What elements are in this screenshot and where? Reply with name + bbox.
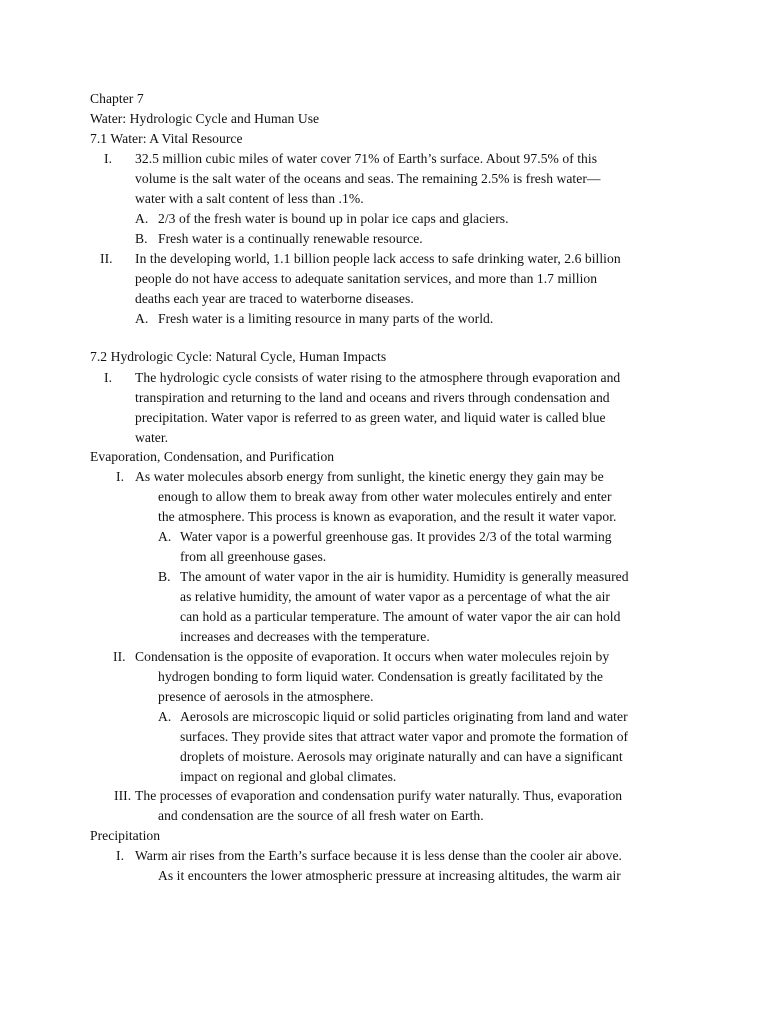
sublist-item-text: from all greenhouse gases.: [180, 549, 327, 564]
subsection-heading-evaporation: Evaporation, Condensation, and Purification: [90, 449, 335, 464]
sublist-marker: B.: [158, 569, 171, 584]
list-marker: II.: [100, 251, 113, 266]
list-item-text: As water molecules absorb energy from sunlight, the kinetic energy they gain may be: [135, 469, 604, 484]
list-item-text: As it encounters the lower atmospheric pressure at increasing altitudes, the warm air: [158, 868, 621, 883]
sublist-marker: A.: [158, 529, 172, 544]
section-heading-7-1: 7.1 Water: A Vital Resource: [90, 131, 243, 146]
sublist-item-text: Water vapor is a powerful greenhouse gas. It provides 2/3 of the total warming: [180, 529, 612, 544]
subsection-heading-precipitation: Precipitation: [90, 828, 161, 843]
chapter-number: Chapter 7: [90, 91, 144, 106]
list-marker: I.: [104, 151, 113, 166]
sublist-item-text: as relative humidity, the amount of water vapor as a percentage of what the air: [180, 589, 610, 604]
list-item-text: precipitation. Water vapor is referred to as green water, and liquid water is called blue: [135, 410, 606, 425]
list-marker: II.: [113, 649, 126, 664]
list-item-text: transpiration and returning to the land and oceans and rivers through condensation and: [135, 390, 610, 405]
list-item-text: Warm air rises from the Earth’s surface because it is less dense than the cooler air above.: [135, 848, 622, 863]
list-item-text: volume is the salt water of the oceans and seas. The remaining 2.5% is fresh water—: [135, 171, 601, 186]
list-item-text: presence of aerosols in the atmosphere.: [158, 689, 374, 704]
sublist-item-text: surfaces. They provide sites that attract water vapor and promote the formation of: [180, 729, 629, 744]
list-item-text: water with a salt content of less than .1%.: [135, 191, 364, 206]
section-heading-7-2: 7.2 Hydrologic Cycle: Natural Cycle, Human Impacts: [90, 349, 387, 364]
sublist-marker: A.: [135, 311, 149, 326]
list-item-text: The processes of evaporation and condensation purify water naturally. Thus, evaporation: [135, 788, 623, 803]
list-marker: I.: [116, 469, 125, 484]
sublist-item-text: droplets of moisture. Aerosols may originate naturally and can have a significant: [180, 749, 623, 764]
list-item-text: the atmosphere. This process is known as evaporation, and the result it water vapor.: [158, 509, 617, 524]
sublist-item-text: Aerosols are microscopic liquid or solid particles originating from land and water: [180, 709, 628, 724]
list-item-text: people do not have access to adequate sanitation services, and more than 1.7 million: [135, 271, 598, 286]
sublist-item-text: The amount of water vapor in the air is humidity. Humidity is generally measured: [180, 569, 629, 584]
sublist-item-text: 2/3 of the fresh water is bound up in polar ice caps and glaciers.: [158, 211, 509, 226]
sublist-item-text: Fresh water is a continually renewable resource.: [158, 231, 423, 246]
chapter-title: Water: Hydrologic Cycle and Human Use: [90, 111, 320, 126]
list-marker: I.: [104, 370, 113, 385]
sublist-marker: B.: [135, 231, 148, 246]
sublist-item-text: increases and decreases with the temperature.: [180, 629, 430, 644]
sublist-item-text: Fresh water is a limiting resource in many parts of the world.: [158, 311, 494, 326]
sublist-marker: A.: [158, 709, 172, 724]
list-item-text: The hydrologic cycle consists of water rising to the atmosphere through evaporation and: [135, 370, 621, 385]
list-item-text: deaths each year are traced to waterborne diseases.: [135, 291, 414, 306]
list-item-text: water.: [135, 430, 169, 445]
sublist-item-text: can hold as a particular temperature. The amount of water vapor the air can hold: [180, 609, 621, 624]
list-marker: III.: [114, 788, 132, 803]
list-item-text: hydrogen bonding to form liquid water. Condensation is greatly facilitated by the: [158, 669, 603, 684]
list-item-text: In the developing world, 1.1 billion people lack access to safe drinking water, 2.6 billion: [135, 251, 621, 266]
list-marker: I.: [116, 848, 125, 863]
list-item-text: Condensation is the opposite of evaporation. It occurs when water molecules rejoin by: [135, 649, 610, 664]
sublist-marker: A.: [135, 211, 149, 226]
list-item-text: 32.5 million cubic miles of water cover 71% of Earth’s surface. About 97.5% of this: [135, 151, 598, 166]
list-item-text: enough to allow them to break away from other water molecules entirely and enter: [158, 489, 612, 504]
list-item-text: and condensation are the source of all fresh water on Earth.: [158, 808, 484, 823]
sublist-item-text: impact on regional and global climates.: [180, 769, 397, 784]
